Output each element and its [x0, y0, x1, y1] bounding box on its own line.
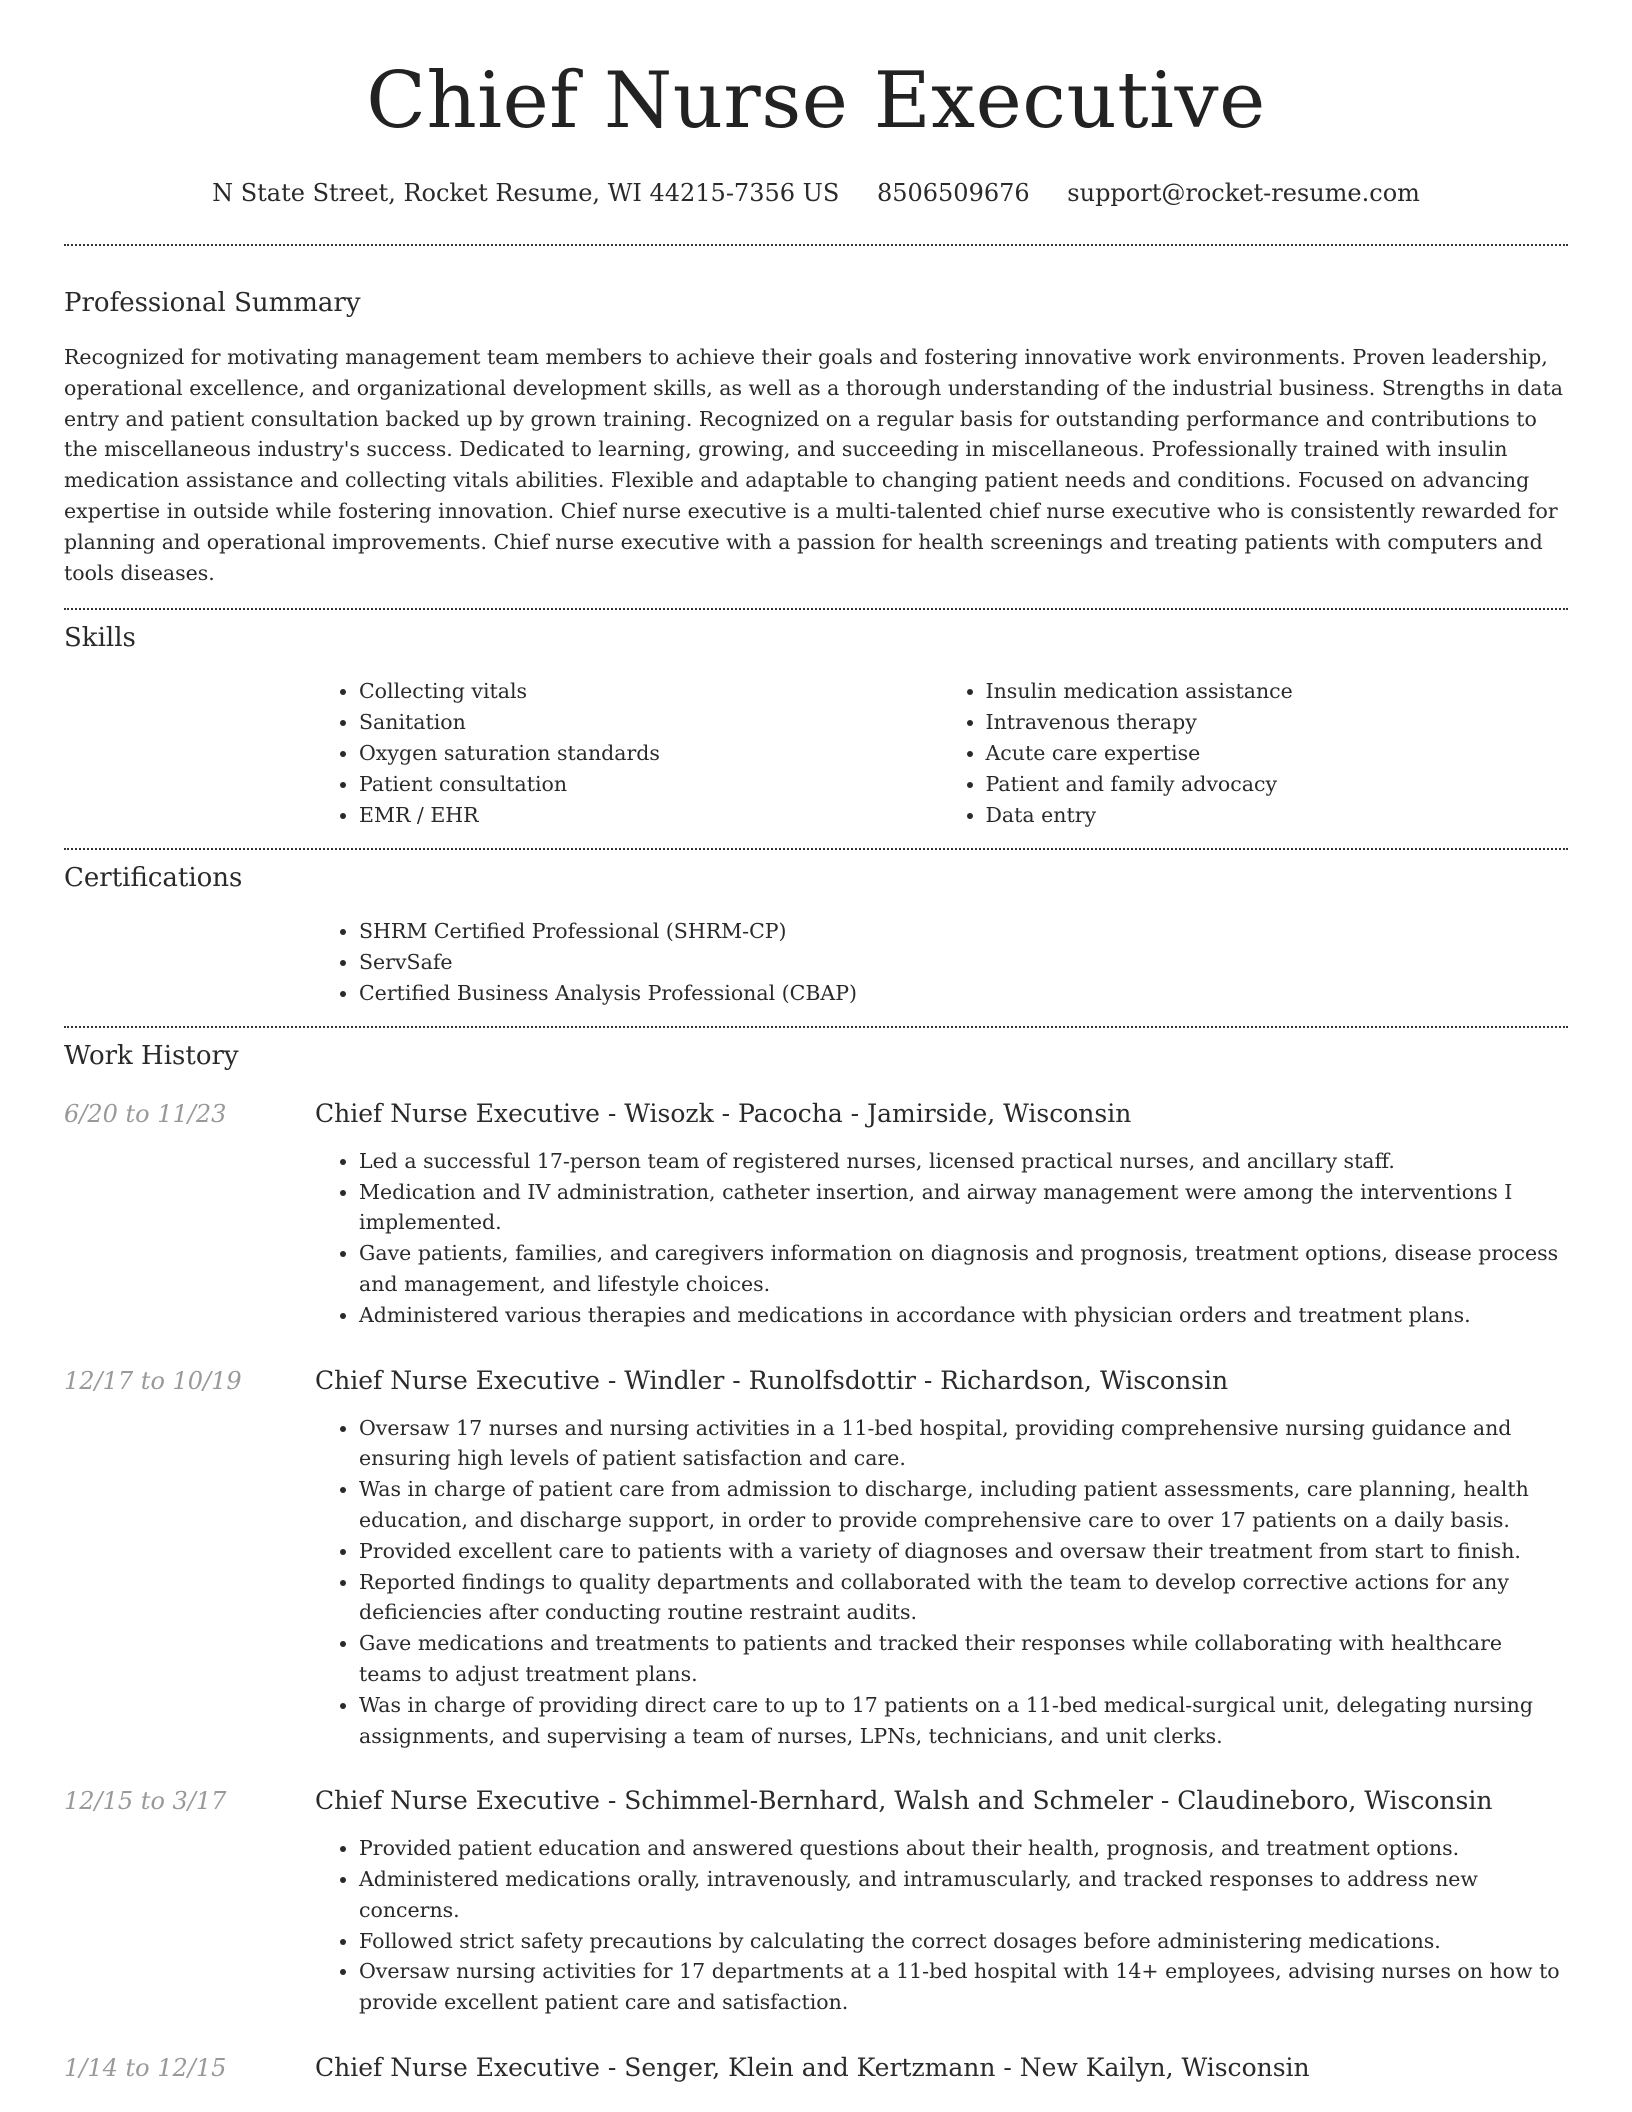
divider [64, 608, 1568, 610]
job-entry [64, 1785, 1568, 2018]
job-bullets [315, 1413, 1568, 1752]
skill-item: • Sanitation [359, 707, 942, 738]
skill-item: • Oxygen saturation standards [359, 738, 942, 769]
skills-column-left [315, 676, 942, 830]
skill-item: • Data entry [986, 800, 1569, 831]
job-bullet: • Was in charge of patient care from admission to discharge, including patient assessments, care planning, health education, and discharge support, in order to provide comprehensive care to over 17 patients on a daily basis. [359, 1474, 1568, 1536]
skill-item: • Collecting vitals [359, 676, 942, 707]
certification-item: • ServSafe [359, 947, 1568, 978]
job-dates: 12/15 to 3/17 [64, 1787, 227, 1816]
certification-item: • SHRM Certified Professional (SHRM-CP) [359, 916, 1568, 947]
job-dates: 6/20 to 11/23 [64, 1099, 227, 1128]
job-bullet: • Reported findings to quality departments and collaborated with the team to develop corrective actions for any deficiencies after conducting routine restraint audits. [359, 1567, 1568, 1629]
job-bullet: • Administered various therapies and medications in accordance with physician orders and treatment plans. [359, 1300, 1568, 1331]
resume-name: Chief Nurse Executive [366, 56, 1266, 146]
job-dates: 12/17 to 10/19 [64, 1366, 242, 1395]
contact-phone: 8506509676 [876, 179, 1030, 207]
skill-item: • Acute care expertise [986, 738, 1569, 769]
summary-text: Recognized for motivating management team members to achieve their goals and fostering innovative work environments. Proven leadership, operational excellence, and organizational development skills, as well as a thorough understanding of the industrial business. Strengths in data entry and patient consultation backed up by grown training. Recognized on a regular basis for outstanding performance and contributions to the miscellaneous industry's success. Dedicated to learning, growing, and succeeding in miscellaneous. Professionally trained with insulin medication assistance and collecting vitals abilities. Flexible and adaptable to changing patient needs and conditions. Focused on advancing expertise in outside while fostering innovation. Chief nurse executive is a multi-talented chief nurse executive who is consistently rewarded for planning and operational improvements. Chief nurse executive with a passion for health screenings and treating patients with computers and tools diseases. [64, 345, 1563, 585]
divider [64, 848, 1568, 850]
certifications-list [315, 916, 1568, 1008]
job-bullet: • Oversaw nursing activities for 17 departments at a 11-bed hospital with 14+ employees, advising nurses on how to provide excellent patient care and satisfaction. [359, 1956, 1568, 2018]
skill-item: • Insulin medication assistance [986, 676, 1569, 707]
job-bullets [315, 1833, 1568, 2018]
skill-item: • Patient and family advocacy [986, 769, 1569, 800]
job-bullet: • Gave patients, families, and caregivers information on diagnosis and prognosis, treatment options, disease process and management, and lifestyle choices. [359, 1238, 1568, 1300]
job-entry [64, 1098, 1568, 1331]
skills-column-right [942, 676, 1569, 830]
job-title: Chief Nurse Executive - Senger, Klein and Kertzmann - New Kailyn, Wisconsin [315, 2053, 1310, 2083]
section-title-certifications: Certifications [64, 863, 243, 894]
section-title-work-history: Work History [64, 1040, 239, 1071]
section-title-summary: Professional Summary [64, 288, 361, 318]
certification-item: • Certified Business Analysis Professional (CBAP) [359, 978, 1568, 1009]
job-bullet: • Led a successful 17-person team of registered nurses, licensed practical nurses, and ancillary staff. [359, 1146, 1568, 1177]
job-bullet: • Followed strict safety precautions by calculating the correct dosages before administering medications. [359, 1926, 1568, 1957]
job-entry [64, 1365, 1568, 1752]
job-title: Chief Nurse Executive - Schimmel-Bernhard, Walsh and Schmeler - Claudineboro, Wisconsin [315, 1786, 1493, 1816]
job-entry [64, 2052, 1568, 2084]
job-bullet: • Was in charge of providing direct care to up to 17 patients on a 11-bed medical-surgical unit, delegating nursing assignments, and supervising a team of nurses, LPNs, technicians, and unit clerks. [359, 1690, 1568, 1752]
job-dates: 1/14 to 12/15 [64, 2054, 227, 2083]
job-bullet: • Medication and IV administration, catheter insertion, and airway management were among the interventions I implemented. [359, 1177, 1568, 1239]
contact-line [64, 178, 1568, 208]
job-header [64, 2052, 1568, 2084]
job-header [64, 1365, 1568, 1397]
skills-list [315, 676, 1568, 830]
skill-item: • EMR / EHR [359, 800, 942, 831]
job-bullet: • Oversaw 17 nurses and nursing activities in a 11-bed hospital, providing comprehensive nursing guidance and ensuring high levels of patient satisfaction and care. [359, 1413, 1568, 1475]
contact-address: N State Street, Rocket Resume, WI 44215-7356 US [212, 179, 840, 207]
contact-email: support@rocket-resume.com [1067, 179, 1420, 207]
job-header [64, 1785, 1568, 1817]
job-header [64, 1098, 1568, 1130]
section-title-skills: Skills [64, 623, 136, 654]
skill-item: • Intravenous therapy [986, 707, 1569, 738]
job-bullet: • Administered medications orally, intravenously, and intramuscularly, and tracked responses to address new concerns. [359, 1864, 1568, 1926]
divider [64, 1026, 1568, 1028]
job-title: Chief Nurse Executive - Windler - Runolfsdottir - Richardson, Wisconsin [315, 1365, 1229, 1395]
skill-item: • Patient consultation [359, 769, 942, 800]
job-bullets [315, 1146, 1568, 1331]
job-bullet: • Provided patient education and answered questions about their health, prognosis, and treatment options. [359, 1833, 1568, 1864]
divider [64, 244, 1568, 246]
job-title: Chief Nurse Executive - Wisozk - Pacocha - Jamirside, Wisconsin [315, 1098, 1132, 1128]
job-bullet: • Provided excellent care to patients with a variety of diagnoses and oversaw their treatment from start to finish. [359, 1536, 1568, 1567]
job-bullet: • Gave medications and treatments to patients and tracked their responses while collaborating with healthcare teams to adjust treatment plans. [359, 1628, 1568, 1690]
